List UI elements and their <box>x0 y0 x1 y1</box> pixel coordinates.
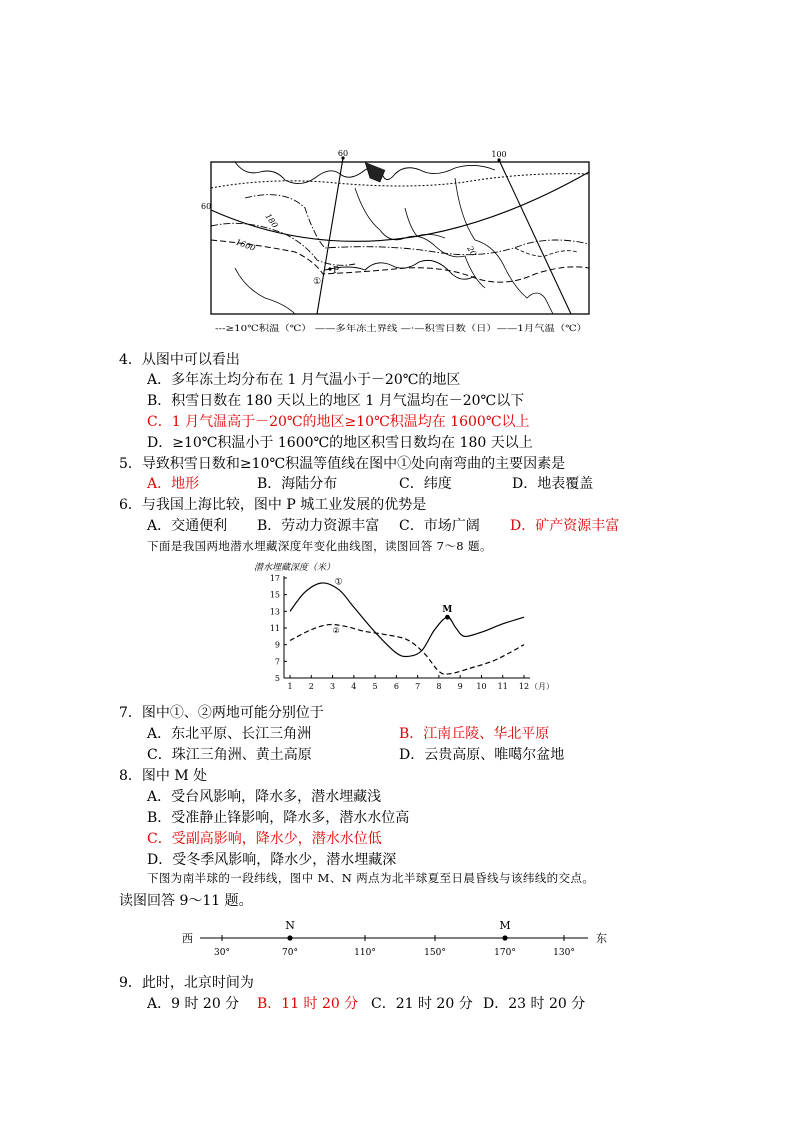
water-depth-chart <box>252 560 552 700</box>
city-p-label: P <box>333 266 340 276</box>
tick-30: 30° <box>214 948 230 958</box>
line-label-180: 180 <box>263 211 280 230</box>
q7-option-b[interactable]: B．江南丘陵、华北平原 <box>399 726 550 742</box>
q8-option-b[interactable]: B．受准静止锋影响，降水多，潜水水位高 <box>147 810 410 826</box>
q7-option-a[interactable]: A．东北平原、长江三角洲 <box>147 726 312 742</box>
climate-map <box>201 148 597 338</box>
q6-option-b[interactable]: B．劳动力资源丰富 <box>257 518 380 534</box>
q9-option-b[interactable]: B．11 时 20 分 <box>257 996 359 1012</box>
intro-7-8: 下面是我国两地潜水埋藏深度年变化曲线图，读图回答 7～8 题。 <box>147 539 492 553</box>
q7-option-d[interactable]: D．云贵高原、唯噶尔盆地 <box>399 747 565 763</box>
east-label: 东 <box>596 932 607 945</box>
tick-130: 130° <box>553 948 575 958</box>
point-m-label: M <box>499 919 511 932</box>
x-tick-label: 7 <box>415 682 421 691</box>
q8-stem: 8．图中 M 处 <box>119 768 208 784</box>
q5-stem: 5．导致积雪日数和≥10℃积温等值线在图中①处向南弯曲的主要因素是 <box>119 456 566 472</box>
lon-label-100: 100 <box>491 150 507 159</box>
q4-stem: 4．从图中可以看出 <box>119 352 240 368</box>
y-tick-label: 15 <box>269 590 280 600</box>
q8-option-c[interactable]: C．受副高影响，降水少，潜水水位低 <box>147 831 382 847</box>
q5-option-b[interactable]: B．海陆分布 <box>257 476 338 492</box>
q5-option-c[interactable]: C．纬度 <box>399 476 452 492</box>
q8-option-a[interactable]: A．受台风影响，降水多，潜水埋藏浅 <box>147 789 382 805</box>
x-tick-label: 11 <box>497 682 508 691</box>
x-unit-label: （月） <box>530 682 554 691</box>
y-tick-label: 9 <box>274 640 280 650</box>
q5-option-d[interactable]: D．地表覆盖 <box>512 476 594 492</box>
q4-option-c[interactable]: C．1 月气温高于－20℃的地区≥10℃积温均在 1600℃以上 <box>147 414 530 430</box>
tick-170: 170° <box>494 948 516 958</box>
x-tick-label: 2 <box>308 682 314 691</box>
y-tick-label: 5 <box>274 674 280 683</box>
latitude-line-figure <box>180 915 610 965</box>
q6-stem: 6．与我国上海比较，图中 P 城工业发展的优势是 <box>119 497 427 513</box>
q6-option-c[interactable]: C．市场广阔 <box>399 518 480 534</box>
point-n-label: N <box>285 919 295 932</box>
circled-one-label: ① <box>313 277 322 287</box>
x-tick-label: 8 <box>436 682 442 691</box>
q9-option-d[interactable]: D．23 时 20 分 <box>483 996 586 1012</box>
y-tick-label: 17 <box>269 574 280 583</box>
y-tick-label: 7 <box>274 657 280 667</box>
tick-110: 110° <box>354 948 376 958</box>
q9-option-a[interactable]: A．9 时 20 分 <box>147 996 240 1012</box>
y-tick-label: 11 <box>269 624 280 633</box>
annotation-m-point <box>445 615 450 620</box>
x-tick-label: 12 <box>518 682 530 691</box>
q6-option-a[interactable]: A．交通便利 <box>147 518 228 534</box>
q7-option-c[interactable]: C．珠江三角洲、黄土高原 <box>147 747 312 763</box>
series-2-label: ② <box>332 626 340 635</box>
x-tick-label: 10 <box>476 682 487 691</box>
series-1-line <box>290 583 524 657</box>
x-tick-label: 3 <box>329 682 336 691</box>
intro-9-11-line2: 读图回答 9～11 题。 <box>119 893 253 909</box>
x-tick-label: 9 <box>457 682 463 691</box>
q5-option-a[interactable]: A．地形 <box>147 476 200 492</box>
q9-stem: 9．此时，北京时间为 <box>119 975 254 991</box>
q9-option-c[interactable]: C．21 时 20 分 <box>371 996 473 1012</box>
q4-option-a[interactable]: A．多年冻土均分布在 1 月气温小于－20℃的地区 <box>147 372 461 388</box>
q7-stem: 7．图中①、②两地可能分别位于 <box>119 705 324 721</box>
x-tick-label: 1 <box>287 682 293 691</box>
west-label: 西 <box>182 932 193 945</box>
lat-label-60: 60 <box>201 202 212 211</box>
tick-150: 150° <box>424 948 446 958</box>
x-tick-label: 5 <box>372 682 378 691</box>
q6-option-d[interactable]: D．矿产资源丰富 <box>510 518 620 534</box>
q8-option-d[interactable]: D．受冬季风影响，降水少，潜水埋藏深 <box>147 852 397 868</box>
series-1-label: ① <box>334 577 343 588</box>
intro-9-11-line1: 下图为南半球的一段纬线，图中 M、N 两点为北半球夏至日晨昏线与该纬线的交点。 <box>147 871 595 885</box>
line-label-1600: 1600 <box>234 237 257 253</box>
series-2-line <box>290 625 524 675</box>
map-legend: ---≥10℃积温（℃） ——多年冻土界线 —·—积雪日数（日）——1月气温（℃） <box>215 324 522 334</box>
annotation-m-label: M <box>442 605 453 616</box>
q4-option-d[interactable]: D．≥10℃积温小于 1600℃的地区积雪日数均在 180 天以上 <box>147 435 533 451</box>
tick-70: 70° <box>282 948 298 958</box>
q4-option-b[interactable]: B．积雪日数在 180 天以上的地区 1 月气温均在－20℃以下 <box>147 393 525 409</box>
line-label-20: 20 <box>465 244 479 258</box>
x-tick-label: 6 <box>393 682 399 691</box>
x-tick-label: 4 <box>351 682 357 691</box>
lon-label-60: 60 <box>337 149 349 158</box>
chart-ylabel: 潜水埋藏深度（米） <box>254 563 336 573</box>
y-tick-label: 13 <box>269 607 280 617</box>
